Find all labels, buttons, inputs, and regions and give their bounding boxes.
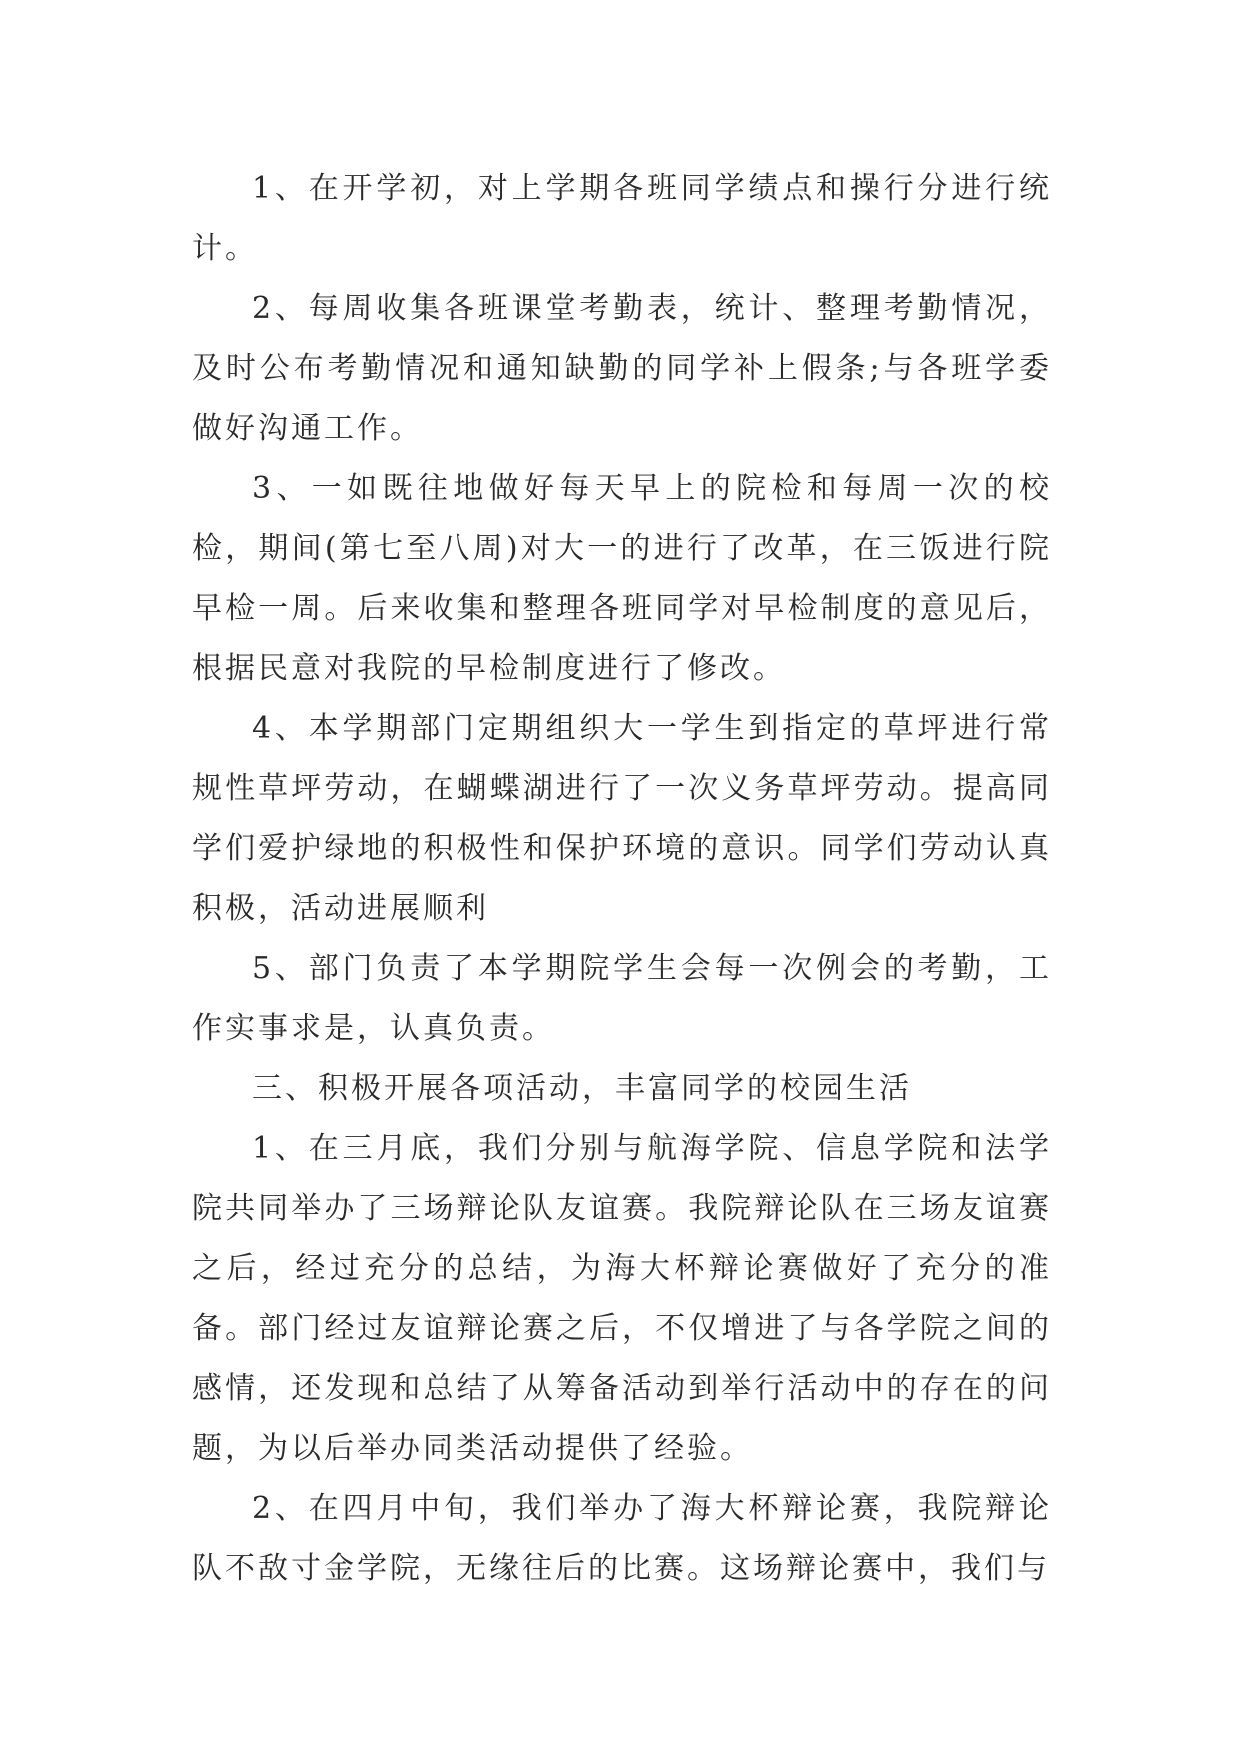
paragraph-item-2-attendance: 2、每周收集各班课堂考勤表，统计、整理考勤情况，及时公布考勤情况和通知缺勤的同学补上假条;与各班学委做好沟通工作。: [192, 291, 1052, 446]
paragraph-item-1-friendly-debates: 1、在三月底，我们分别与航海学院、信息学院和法学院共同举办了三场辩论队友谊赛。我院辩论队在三场友谊赛之后，经过充分的总结，为海大杯辩论赛做好了充分的准备。部门经过友谊辩论赛之后，不仅增进了与各学院之间的感情，还发现和总结了从筹备活动到举行活动中的存在的问题，为以后举办同类活动提供了经验。: [192, 1131, 1052, 1466]
paragraph-item-4-lawn-labor: 4、本学期部门定期组织大一学生到指定的草坪进行常规性草坪劳动，在蝴蝶湖进行了一次义务草坪劳动。提高同学们爱护绿地的积极性和保护环境的意识。同学们劳动认真积极，活动进展顺利: [192, 711, 1052, 926]
paragraph-item-5-meetings: 5、部门负责了本学期院学生会每一次例会的考勤，工作实事求是，认真负责。: [192, 951, 1052, 1046]
paragraph-item-3-inspection: 3、一如既往地做好每天早上的院检和每周一次的校检，期间(第七至八周)对大一的进行了改革，在三饭进行院早检一周。后来收集和整理各班同学对早检制度的意见后，根据民意对我院的早检制度进行了修改。: [192, 471, 1052, 686]
paragraph-item-1-stats: 1、在开学初，对上学期各班同学绩点和操行分进行统计。: [192, 171, 1052, 266]
document-body: [192, 159, 1052, 1599]
paragraph-item-2-cup-debate: 2、在四月中旬，我们举办了海大杯辩论赛，我院辩论队不敌寸金学院，无缘往后的比赛。这场辩论赛中，我们与: [192, 1491, 1052, 1586]
section-heading-activities: 三、积极开展各项活动，丰富同学的校园生活: [252, 1071, 912, 1106]
